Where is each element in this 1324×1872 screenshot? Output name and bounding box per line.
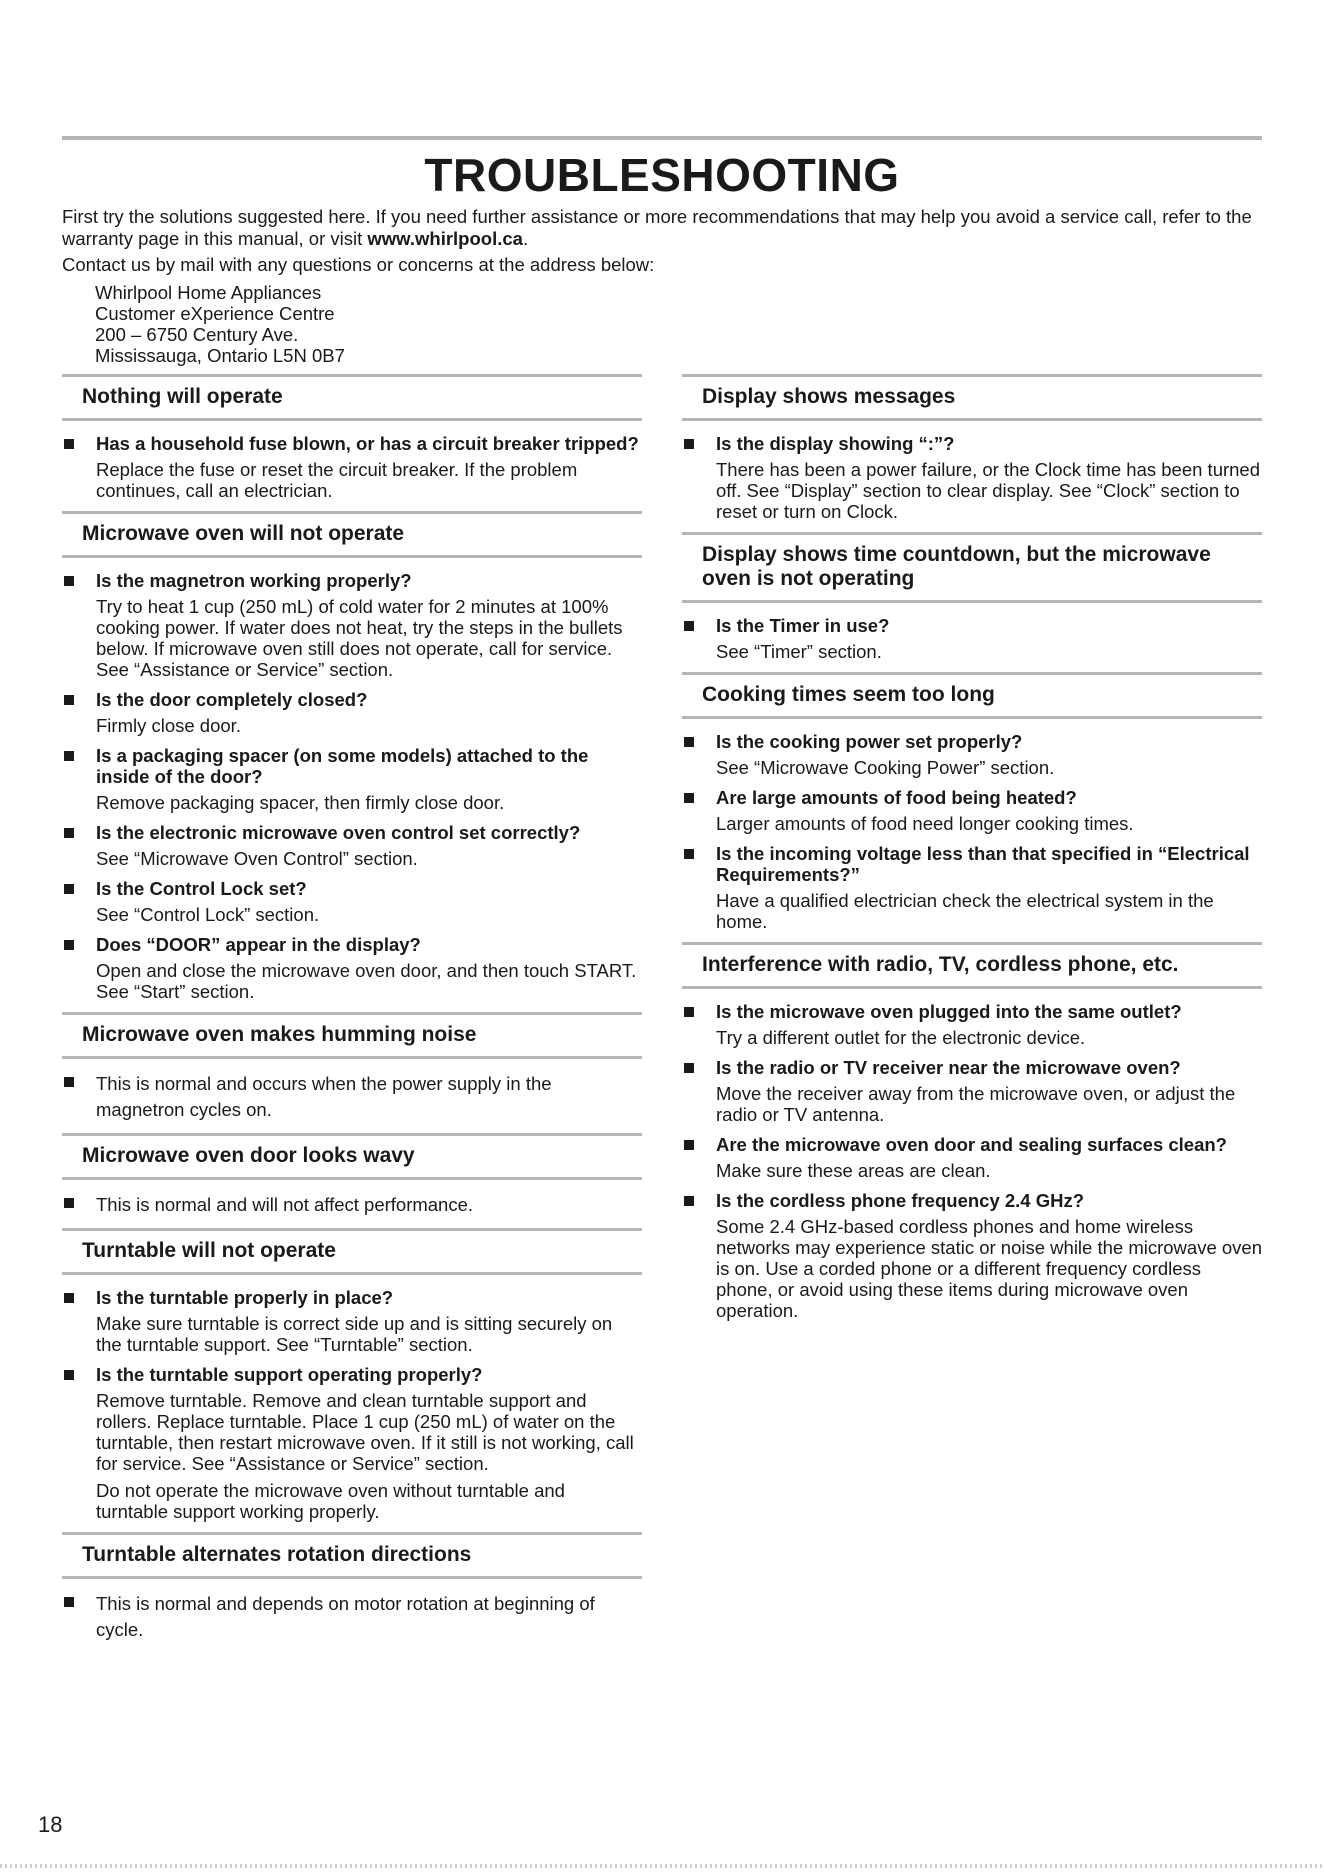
intro-text-after: . bbox=[522, 228, 529, 249]
square-bullet-icon bbox=[64, 439, 74, 449]
troubleshooting-section bbox=[682, 942, 1262, 1321]
section-heading: Nothing will operate bbox=[62, 374, 642, 421]
item-body bbox=[96, 934, 642, 1002]
troubleshooting-section bbox=[682, 374, 1262, 522]
square-bullet-icon bbox=[684, 1140, 694, 1150]
mailing-address bbox=[95, 282, 1262, 366]
square-bullet-icon bbox=[64, 940, 74, 950]
list-item bbox=[62, 570, 642, 680]
list-item bbox=[62, 878, 642, 925]
item-body bbox=[96, 822, 642, 869]
square-bullet-icon bbox=[64, 1293, 74, 1303]
troubleshooting-section bbox=[62, 511, 642, 1002]
square-bullet-icon bbox=[64, 1370, 74, 1380]
square-bullet-icon bbox=[684, 793, 694, 803]
square-bullet-icon bbox=[684, 737, 694, 747]
item-answer: Make sure turntable is correct side up and is sitting securely on the turntable support. See “Turntable” section. bbox=[96, 1313, 613, 1355]
square-bullet-icon bbox=[64, 751, 74, 761]
square-bullet-icon bbox=[684, 439, 694, 449]
intro bbox=[62, 206, 1262, 366]
square-bullet-icon bbox=[64, 1198, 74, 1208]
list-item bbox=[62, 1591, 642, 1643]
section-heading: Cooking times seem too long bbox=[682, 672, 1262, 719]
section-heading: Microwave oven makes humming noise bbox=[62, 1012, 642, 1059]
item-question: Is the Timer in use? bbox=[716, 615, 890, 636]
item-question: Has a household fuse blown, or has a circuit breaker tripped? bbox=[96, 433, 639, 454]
item-body bbox=[96, 1287, 642, 1355]
item-answer: Move the receiver away from the microwave oven, or adjust the radio or TV antenna. bbox=[716, 1083, 1236, 1125]
intro-text bbox=[62, 206, 1262, 250]
square-bullet-icon bbox=[64, 884, 74, 894]
address-line: Mississauga, Ontario L5N 0B7 bbox=[95, 345, 345, 366]
square-bullet-icon bbox=[684, 849, 694, 859]
section-items bbox=[682, 989, 1262, 1321]
square-bullet-icon bbox=[64, 1077, 74, 1087]
page-title: TROUBLESHOOTING bbox=[424, 149, 900, 201]
contact-text: Contact us by mail with any questions or concerns at the address below: bbox=[62, 254, 655, 275]
item-answer: Try a different outlet for the electronic device. bbox=[716, 1027, 1086, 1048]
section-items bbox=[62, 1180, 642, 1218]
section-heading: Turntable will not operate bbox=[62, 1228, 642, 1275]
section-heading: Display shows time countdown, but the microwave oven is not operating bbox=[682, 532, 1262, 603]
section-items bbox=[62, 1579, 642, 1643]
item-answer: Firmly close door. bbox=[96, 715, 241, 736]
item-question: Is the turntable properly in place? bbox=[96, 1287, 394, 1308]
item-body bbox=[96, 570, 642, 680]
list-item bbox=[682, 1134, 1262, 1181]
list-item bbox=[62, 433, 642, 501]
item-text: This is normal and depends on motor rotation at beginning of cycle. bbox=[96, 1593, 595, 1640]
item-body bbox=[96, 745, 642, 813]
item-answer: Some 2.4 GHz-based cordless phones and home wireless networks may experience static or noise while the microwave oven is on. Use a corded phone or a different frequency cordless phone, or avoid using these items during microwave oven operation. bbox=[716, 1216, 1262, 1321]
troubleshooting-section bbox=[682, 672, 1262, 932]
scan-edge bbox=[0, 1864, 1324, 1868]
item-body bbox=[96, 689, 642, 736]
website-link[interactable]: www.whirlpool.ca bbox=[367, 228, 523, 249]
square-bullet-icon bbox=[684, 621, 694, 631]
item-question: Is the door completely closed? bbox=[96, 689, 368, 710]
item-question: Is the magnetron working properly? bbox=[96, 570, 412, 591]
troubleshooting-section bbox=[62, 374, 642, 501]
item-question: Is a packaging spacer (on some models) attached to the inside of the door? bbox=[96, 745, 589, 787]
item-answer: Larger amounts of food need longer cooking times. bbox=[716, 813, 1134, 834]
item-body bbox=[716, 843, 1262, 932]
list-item bbox=[62, 1287, 642, 1355]
item-body bbox=[716, 1134, 1262, 1181]
item-body bbox=[716, 433, 1262, 522]
square-bullet-icon bbox=[684, 1196, 694, 1206]
item-answer: Have a qualified electrician check the electrical system in the home. bbox=[716, 890, 1214, 932]
section-heading: Interference with radio, TV, cordless phone, etc. bbox=[682, 942, 1262, 989]
item-body bbox=[96, 1591, 642, 1643]
item-body bbox=[96, 1071, 642, 1123]
address-line: Customer eXperience Centre bbox=[95, 303, 335, 324]
address-line: Whirlpool Home Appliances bbox=[95, 282, 322, 303]
item-question: Is the electronic microwave oven control set correctly? bbox=[96, 822, 581, 843]
section-heading: Turntable alternates rotation directions bbox=[62, 1532, 642, 1579]
item-answer: There has been a power failure, or the Clock time has been turned off. See “Display” section to clear display. See “Clock” section to reset or turn on Clock. bbox=[716, 459, 1261, 522]
list-item bbox=[682, 1190, 1262, 1321]
item-body bbox=[96, 1192, 642, 1218]
section-items bbox=[62, 1059, 642, 1123]
item-answer: See “Timer” section. bbox=[716, 641, 882, 662]
top-rule bbox=[62, 136, 1262, 140]
square-bullet-icon bbox=[64, 576, 74, 586]
item-body bbox=[96, 878, 642, 925]
right-column bbox=[682, 374, 1262, 1331]
item-answer: Remove turntable. Remove and clean turntable support and rollers. Replace turntable. Place 1 cup (250 mL) of water on the turntable, then restart microwave oven. If it still is not working, call for service. See “Assistance or Service” section. bbox=[96, 1390, 634, 1474]
item-body bbox=[716, 1001, 1262, 1048]
item-answer: See “Microwave Cooking Power” section. bbox=[716, 757, 1055, 778]
section-items bbox=[682, 603, 1262, 662]
section-items bbox=[62, 558, 642, 1002]
list-item bbox=[62, 689, 642, 736]
list-item bbox=[682, 843, 1262, 932]
item-question: Are the microwave oven door and sealing surfaces clean? bbox=[716, 1134, 1227, 1155]
list-item bbox=[62, 1364, 642, 1522]
troubleshooting-section bbox=[62, 1133, 642, 1218]
page-number: 18 bbox=[38, 1812, 63, 1837]
item-body bbox=[96, 1364, 642, 1522]
square-bullet-icon bbox=[684, 1007, 694, 1017]
left-column bbox=[62, 374, 642, 1653]
troubleshooting-section bbox=[62, 1532, 642, 1643]
section-items bbox=[682, 421, 1262, 522]
item-question: Are large amounts of food being heated? bbox=[716, 787, 1077, 808]
section-items bbox=[62, 421, 642, 501]
section-items bbox=[682, 719, 1262, 932]
item-text: This is normal and will not affect performance. bbox=[96, 1194, 474, 1215]
item-answer: Do not operate the microwave oven without turntable and turntable support working properly. bbox=[96, 1480, 565, 1522]
list-item bbox=[682, 787, 1262, 834]
square-bullet-icon bbox=[64, 695, 74, 705]
list-item bbox=[682, 615, 1262, 662]
troubleshooting-section bbox=[62, 1012, 642, 1123]
item-answer: Make sure these areas are clean. bbox=[716, 1160, 991, 1181]
item-answer: Open and close the microwave oven door, and then touch START. See “Start” section. bbox=[96, 960, 637, 1002]
list-item bbox=[62, 822, 642, 869]
troubleshooting-section bbox=[62, 1228, 642, 1522]
item-question: Is the incoming voltage less than that specified in “Electrical Requirements?” bbox=[716, 843, 1250, 885]
item-answer: See “Control Lock” section. bbox=[96, 904, 320, 925]
section-heading: Microwave oven will not operate bbox=[62, 511, 642, 558]
item-question: Is the Control Lock set? bbox=[96, 878, 307, 899]
section-items bbox=[62, 1275, 642, 1522]
list-item bbox=[62, 1192, 642, 1218]
list-item bbox=[682, 731, 1262, 778]
square-bullet-icon bbox=[64, 1597, 74, 1607]
item-question: Does “DOOR” appear in the display? bbox=[96, 934, 421, 955]
item-question: Is the microwave oven plugged into the same outlet? bbox=[716, 1001, 1182, 1022]
section-heading: Microwave oven door looks wavy bbox=[62, 1133, 642, 1180]
list-item bbox=[62, 1071, 642, 1123]
item-question: Is the radio or TV receiver near the microwave oven? bbox=[716, 1057, 1181, 1078]
square-bullet-icon bbox=[684, 1063, 694, 1073]
troubleshooting-section bbox=[682, 532, 1262, 662]
list-item bbox=[682, 433, 1262, 522]
item-body bbox=[96, 433, 642, 501]
list-item bbox=[62, 745, 642, 813]
list-item bbox=[682, 1001, 1262, 1048]
item-answer: Remove packaging spacer, then firmly close door. bbox=[96, 792, 505, 813]
list-item bbox=[682, 1057, 1262, 1125]
item-answer: See “Microwave Oven Control” section. bbox=[96, 848, 418, 869]
item-body bbox=[716, 1190, 1262, 1321]
section-heading: Display shows messages bbox=[682, 374, 1262, 421]
item-body bbox=[716, 787, 1262, 834]
item-body bbox=[716, 731, 1262, 778]
item-body bbox=[716, 1057, 1262, 1125]
intro-text-before: First try the solutions suggested here. If you need further assistance or more recommendations that may help you avoid a service call, refer to the warranty page in this manual, or visit bbox=[62, 206, 1252, 249]
list-item bbox=[62, 934, 642, 1002]
item-answer: Try to heat 1 cup (250 mL) of cold water for 2 minutes at 100% cooking power. If water does not heat, try the steps in the bullets below. If microwave oven still does not operate, call for service. See “Assistance or Service” section. bbox=[96, 596, 623, 680]
square-bullet-icon bbox=[64, 828, 74, 838]
item-text: This is normal and occurs when the power supply in the magnetron cycles on. bbox=[96, 1073, 552, 1120]
item-question: Is the cordless phone frequency 2.4 GHz? bbox=[716, 1190, 1085, 1211]
address-line: 200 – 6750 Century Ave. bbox=[95, 324, 299, 345]
item-answer: Replace the fuse or reset the circuit breaker. If the problem continues, call an electrician. bbox=[96, 459, 578, 501]
item-question: Is the cooking power set properly? bbox=[716, 731, 1023, 752]
item-question: Is the display showing “:”? bbox=[716, 433, 955, 454]
item-question: Is the turntable support operating properly? bbox=[96, 1364, 483, 1385]
item-body bbox=[716, 615, 1262, 662]
